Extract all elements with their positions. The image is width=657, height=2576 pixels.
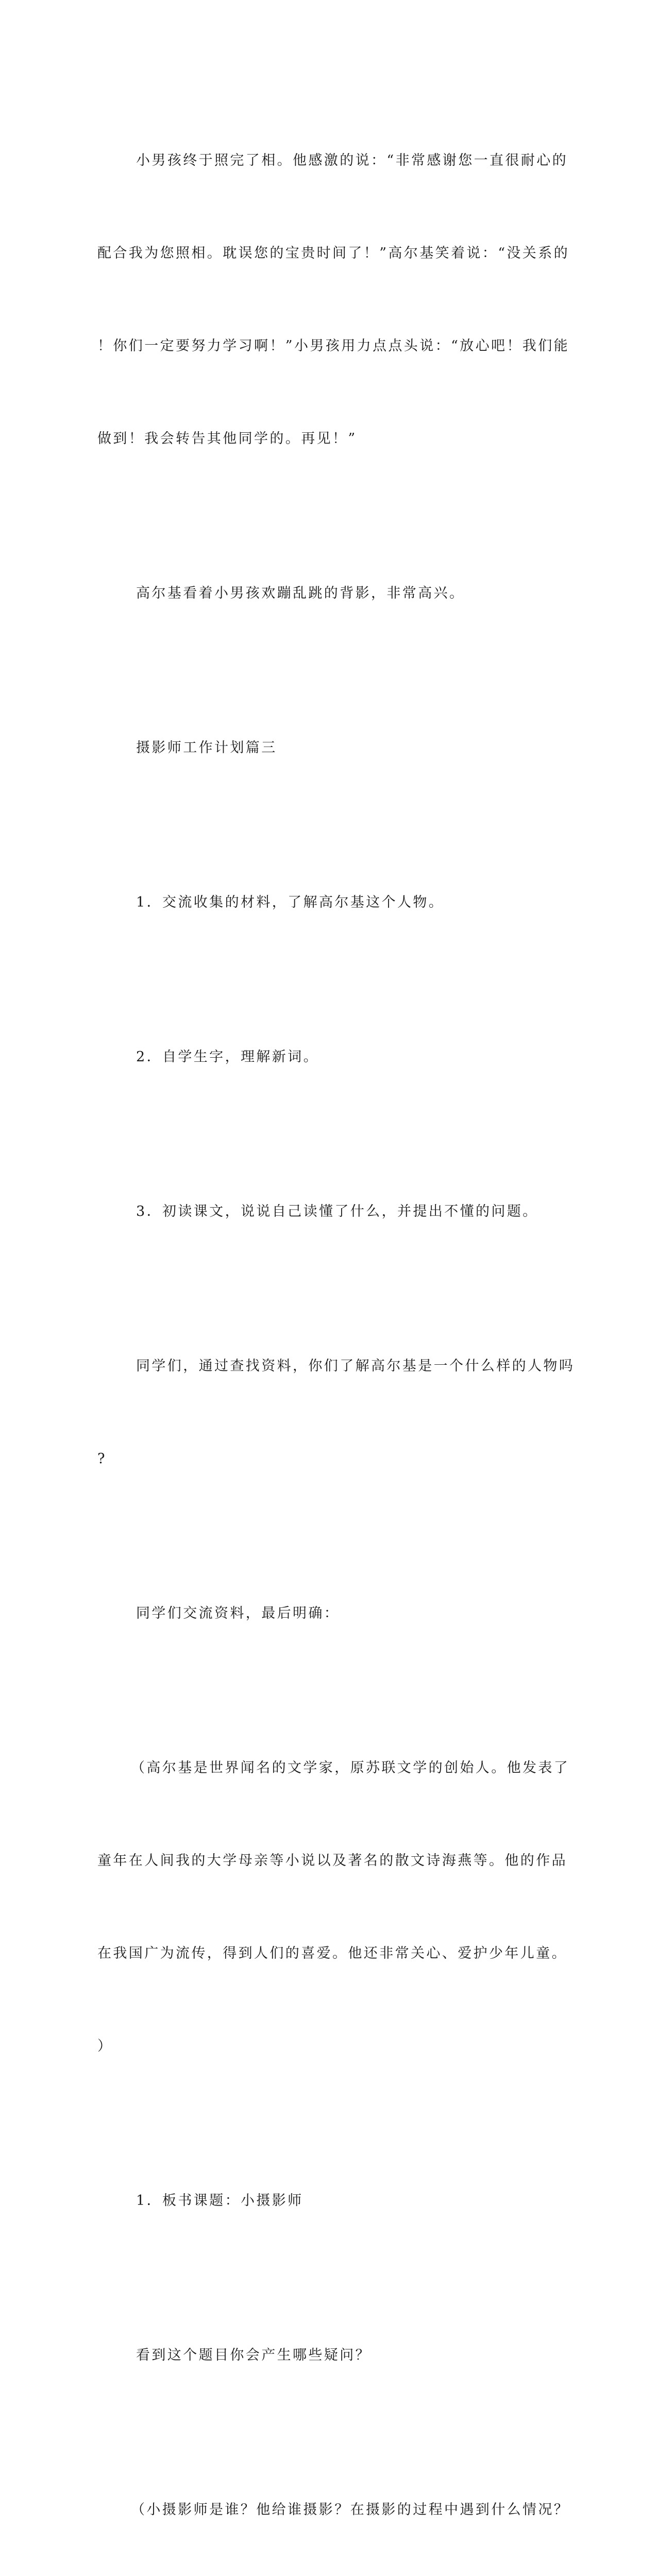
paragraph [97,1289,575,1536]
text-line: 2．自学生字，理解新词。 [136,1049,319,1065]
section-heading [97,671,561,825]
text-line: 在我国广为流传，得到人们的喜爱。他还非常关心、爱护少年儿童。 [97,1945,567,1961]
paragraph [97,2278,561,2433]
text-line: 同学们交流资料，最后明确： [136,1605,340,1621]
text-line: 同学们，通过查找资料，你们了解高尔基是一个什么样的人物吗 [136,1358,575,1374]
text-line: （小摄影师是谁？他给谁摄影？在摄影的过程中遇到什么情况？ [131,2502,570,2518]
text-line: 童年在人间我的大学母亲等小说以及著名的散文诗海燕等。他的作品 [97,1853,567,1869]
text-line: ！你们一定要努力学习啊！”小男孩用力点点头说：“放心吧！我们能 [97,338,570,354]
paragraph [97,1691,570,2124]
paragraph [97,83,570,516]
text-line: 高尔基看着小男孩欢蹦乱跳的背影，非常高兴。 [136,585,465,601]
text-line: 做到！我会转告其他同学的。再见！” [97,431,357,447]
text-line: ? [97,1451,107,1467]
text-line: 3．初读课文，说说自己读懂了什么，并提出不懂的问题。 [136,1204,538,1219]
paragraph [97,1536,561,1691]
text-line: 1．板书课题：小摄影师 [136,2193,304,2209]
list-item [97,2124,561,2278]
text-line: 小男孩终于照完了相。他感激的说：“非常感谢您一直很耐心的 [136,152,568,168]
text-line: 摄影师工作计划篇三 [136,740,277,756]
text-line: 1．交流收集的材料，了解高尔基这个人物。 [136,894,445,910]
text-line: 看到这个题目你会产生哪些疑问？ [136,2347,371,2363]
paragraph [97,2433,570,2576]
text-line: ） [97,2038,113,2054]
list-item [97,825,561,980]
list-item [97,980,561,1134]
text-line: （高尔基是世界闻名的文学家，原苏联文学的创始人。他发表了 [131,1760,570,1776]
paragraph [97,516,561,671]
document-body [97,83,575,2576]
list-item [97,1134,561,1289]
text-line: 配合我为您照相。耽误您的宝贵时间了！”高尔基笑着说：“没关系的 [97,245,570,261]
